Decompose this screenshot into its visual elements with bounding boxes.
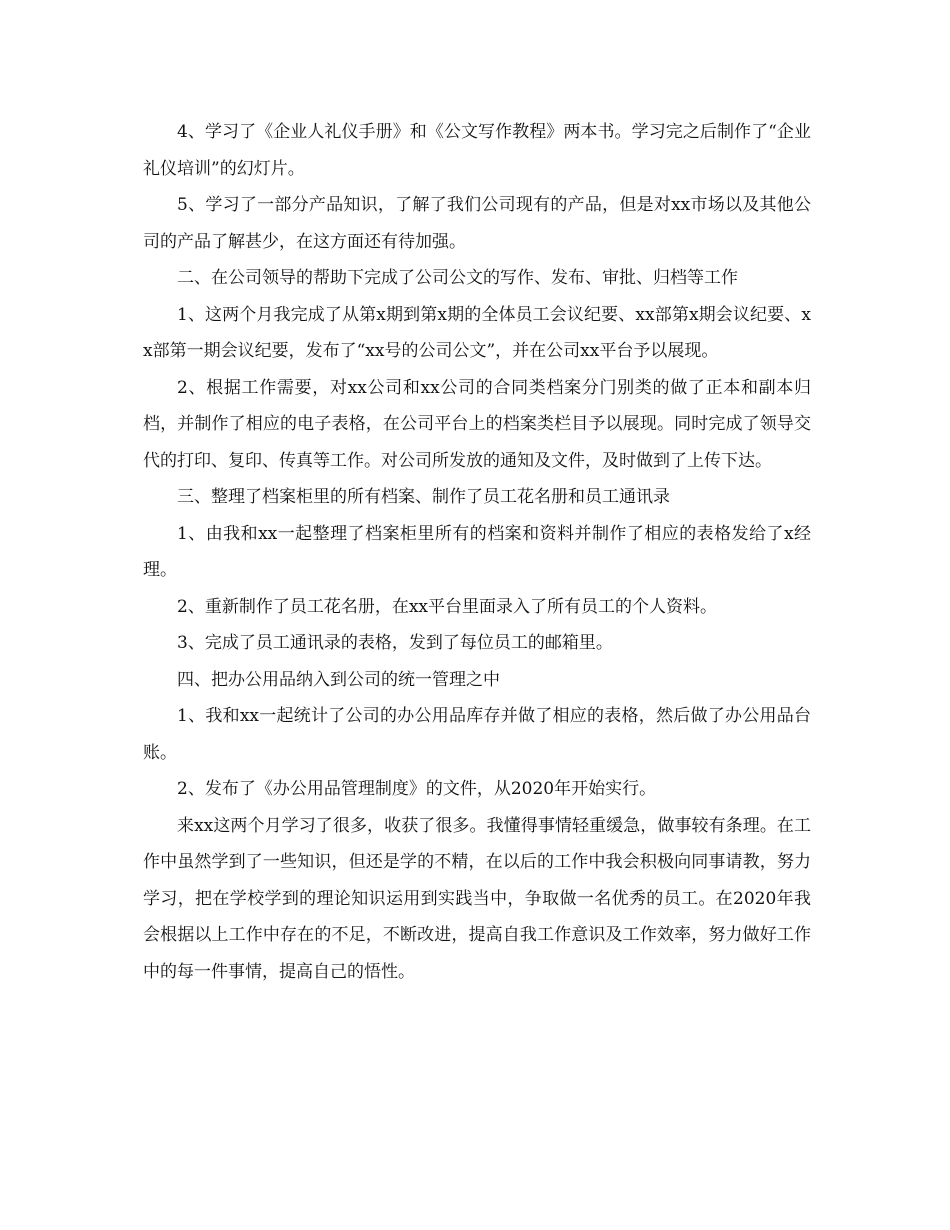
paragraph-organize-archives: 1、由我和xx一起整理了档案柜里所有的档案和资料并制作了相应的表格发给了x经理。: [143, 523, 811, 580]
document-body: [143, 114, 811, 990]
section-heading-documents: 二、在公司领导的帮助下完成了公司公文的写作、发布、审批、归档等工作: [177, 268, 738, 288]
paragraph-study-books: 4、学习了《企业人礼仪手册》和《公文写作教程》两本书。学习完之后制作了“企业礼仪培训”的幻灯片。: [143, 122, 811, 179]
paragraph-meeting-minutes: 1、这两个月我完成了从第x期到第x期的全体员工会议纪要、xx部第x期会议纪要、xx部第一期会议纪要，发布了“xx号的公司公文”，并在公司xx平台予以展现。: [143, 304, 811, 361]
section-heading-office-supplies: 四、把办公用品纳入到公司的统一管理之中: [177, 669, 500, 690]
paragraph-product-knowledge: 5、学习了一部分产品知识，了解了我们公司现有的产品，但是对xx市场以及其他公司的产品了解甚少，在这方面还有待加强。: [143, 195, 811, 252]
paragraph-summary: 来xx这两个月学习了很多，收获了很多。我懂得事情轻重缓急，做事较有条理。在工作中虽然学到了一些知识，但还是学的不精，在以后的工作中我会积极向同事请教，努力学习，把在学校学到的理论知识运用到实践当中，争取做一名优秀的员工。在2020年我会根据以上工作中存在的不足，不断改进，提高自我工作意识及工作效率，努力做好工作中的每一件事情，提高自己的悟性。: [143, 815, 811, 982]
section-heading-archives: 三、整理了档案柜里的所有档案、制作了员工花名册和员工通讯录: [177, 487, 670, 507]
paragraph-contact-list: 3、完成了员工通讯录的表格，发到了每位员工的邮箱里。: [177, 633, 613, 653]
paragraph-supplies-inventory: 1、我和xx一起统计了公司的办公用品库存并做了相应的表格，然后做了办公用品台账。: [143, 706, 811, 763]
paragraph-contract-archives: 2、根据工作需要，对xx公司和xx公司的合同类档案分门别类的做了正本和副本归档，并制作了相应的电子表格，在公司平台上的档案类栏目予以展现。同时完成了领导交代的打印、复印、传真等工作。对公司所发放的通知及文件，及时做到了上传下达。: [143, 377, 811, 471]
paragraph-employee-roster: 2、重新制作了员工花名册，在xx平台里面录入了所有员工的个人资料。: [177, 596, 717, 617]
paragraph-supplies-policy: 2、发布了《办公用品管理制度》的文件，从2020年开始实行。: [177, 779, 657, 799]
